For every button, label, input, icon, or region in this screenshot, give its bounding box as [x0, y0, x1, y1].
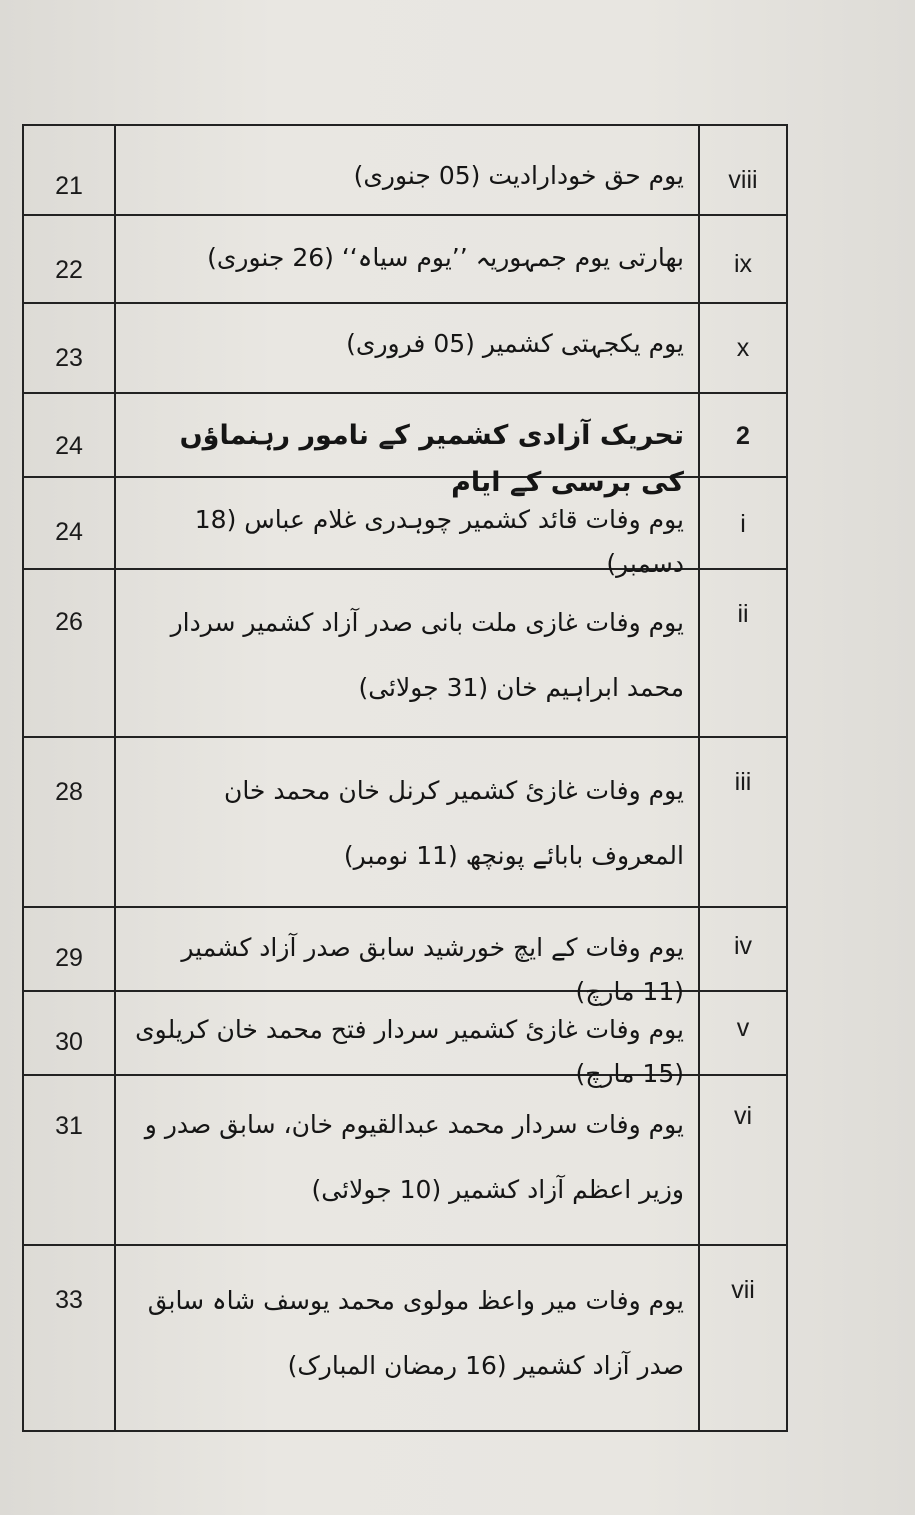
entry-number: iii [734, 768, 752, 796]
toc-row [24, 992, 786, 1088]
page-number: 31 [24, 1076, 116, 1244]
page-number: 29 [24, 908, 116, 990]
entry-number: x [736, 334, 750, 362]
entry-title: یوم وفات غازئ کشمیر سردار فتح محمد خان کریلوی (15 مارچ) [116, 992, 700, 1074]
page-number: 33 [24, 1246, 116, 1430]
page-number: 22 [24, 216, 116, 302]
toc-row [24, 1246, 786, 1430]
page-number: 26 [24, 570, 116, 736]
toc-row [24, 908, 786, 1006]
entry-title: یوم وفات غازئ کشمیر کرنل خان محمد خان المعروف بابائے پونچھ (11 نومبر) [116, 738, 700, 906]
entry-number: ix [733, 250, 753, 278]
page-number: 21 [24, 126, 116, 214]
entry-number: v [736, 1014, 750, 1042]
toc-row [24, 478, 786, 578]
toc-row [24, 126, 786, 216]
toc-row [24, 216, 786, 304]
entry-title: یوم وفات سردار محمد عبدالقیوم خان، سابق صدر و وزیر اعظم آزاد کشمیر (10 جولائی) [116, 1076, 700, 1244]
section-title: تحریک آزادی کشمیر کے نامور رہنماؤں کی برسی کے ایام [116, 394, 700, 476]
toc-section-heading [24, 394, 786, 499]
entry-number: vii [731, 1276, 755, 1304]
toc-row [24, 304, 786, 394]
entry-number: iv [733, 932, 753, 960]
entry-number: ii [737, 600, 749, 628]
entry-title: یوم وفات میر واعظ مولوی محمد یوسف شاہ سابق صدر آزاد کشمیر (16 رمضان المبارک) [116, 1246, 700, 1430]
page-number: 24 [24, 478, 116, 568]
entry-title: یوم یکجہتی کشمیر (05 فروری) [116, 304, 700, 392]
page-number: 28 [24, 738, 116, 906]
toc-row [24, 738, 786, 908]
entry-title: یوم وفات قائد کشمیر چوہدری غلام عباس (18 دسمبر) [116, 478, 700, 568]
section-number: 2 [736, 422, 750, 450]
page-number: 24 [24, 394, 116, 476]
page-number: 30 [24, 992, 116, 1074]
entry-number: viii [728, 166, 758, 194]
entry-title: بھارتی یوم جمہوریہ ’’یوم سیاہ‘‘ (26 جنوری) [116, 216, 700, 302]
page-number: 23 [24, 304, 116, 392]
entry-number: i [740, 510, 746, 538]
toc-row [24, 1076, 786, 1246]
entry-title: یوم حق خودارادیت (05 جنوری) [116, 126, 700, 214]
table-of-contents [22, 124, 788, 1432]
toc-row [24, 570, 786, 738]
entry-title: یوم وفات غازی ملت بانی صدر آزاد کشمیر سردار محمد ابراہیم خان (31 جولائی) [116, 570, 700, 736]
entry-number: vi [733, 1102, 753, 1130]
entry-title: یوم وفات کے ایچ خورشید سابق صدر آزاد کشمیر (11 مارچ) [116, 908, 700, 990]
